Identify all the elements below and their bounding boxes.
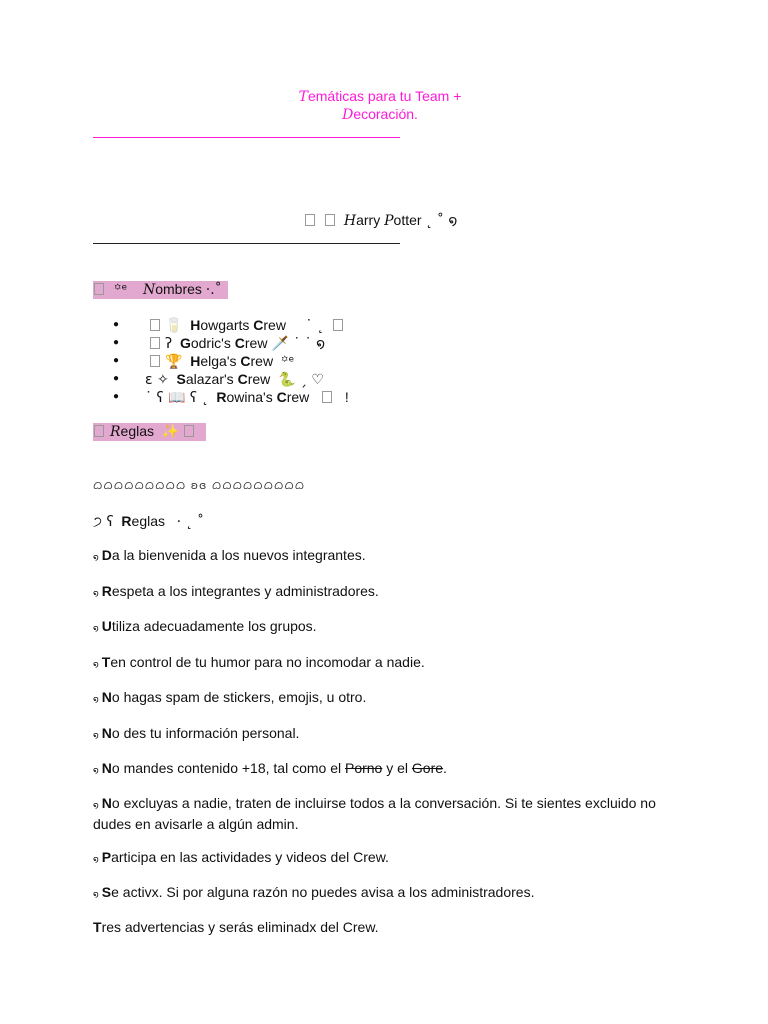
subheading-initial: R <box>121 513 132 529</box>
rule-text-end: . <box>443 760 447 776</box>
list-item <box>113 316 349 334</box>
title-initial-d: D <box>342 107 354 123</box>
title-line-2-text: ecoración. <box>353 106 418 122</box>
rule-bullet-icon: ໑ <box>93 801 99 811</box>
rule-bullet-icon: ໑ <box>93 553 99 563</box>
rule-item <box>93 724 683 745</box>
item-pre-decoration: 🏆 <box>165 354 183 370</box>
item-c-initial: C <box>276 389 287 405</box>
item-c-initial: C <box>240 353 251 369</box>
rule-initial: R <box>101 583 112 599</box>
rule-text: e activx. Si por alguna razón no puedes avisa a los administradores. <box>111 884 535 900</box>
rule-text: en control de tu humor para no incomodar a nadie. <box>110 654 425 670</box>
theme-initial-h: H <box>343 213 357 229</box>
rule-bullet-icon: ໑ <box>93 766 99 776</box>
rule-text: a la bienvenida a los nuevos integrantes. <box>111 547 366 563</box>
item-pre-decoration: ʔ <box>165 336 173 352</box>
title-initial-t: T <box>298 89 308 105</box>
theme-decoration: ˛ ˚ ໑ <box>425 213 458 229</box>
item-text: odric's <box>190 335 235 351</box>
item-pre-decoration: ɛ ✧ <box>145 372 169 388</box>
rule-item <box>93 653 683 674</box>
rule-item <box>93 883 683 904</box>
missing-glyph-box <box>333 319 343 331</box>
rule-text-mid: y el <box>382 760 412 776</box>
rule-bullet-icon: ໑ <box>93 660 99 670</box>
rule-text: articipa en las actividades y videos del Crew. <box>111 849 389 865</box>
item-post-decoration: 🐍 ˏ ♡ <box>278 372 324 388</box>
item-initial: H <box>190 353 201 369</box>
item-initial: H <box>190 317 201 333</box>
item-c-text: rew <box>286 389 310 405</box>
item-initial: G <box>179 335 191 351</box>
item-c-text: rew <box>244 335 268 351</box>
rule-item <box>93 688 683 709</box>
rule-text: o excluyas a nadie, traten de incluirse todos a la conversación. Si te sientes excluido no dudes en avisarle a algún admin. <box>93 795 656 832</box>
list-item <box>113 352 349 370</box>
item-c-initial: C <box>253 317 264 333</box>
rule-initial: D <box>101 547 112 563</box>
item-c-text: rew <box>247 371 271 387</box>
names-heading-prefix: ꙳ᵉ <box>113 282 128 298</box>
names-list <box>113 316 349 406</box>
rule-initial: N <box>101 725 112 741</box>
rule-item <box>93 617 683 638</box>
pink-divider <box>93 137 400 138</box>
item-post-decoration: 🗡️ ˙ ˙ ໑ <box>271 336 326 352</box>
item-text: elga's <box>200 353 241 369</box>
rule-bullet-icon: ໑ <box>93 731 99 741</box>
rule-bullet-icon: ໑ <box>93 589 99 599</box>
page-title <box>280 88 480 124</box>
rule-text: espeta a los integrantes y administradores. <box>111 583 379 599</box>
rule-initial: P <box>101 849 112 865</box>
rule-initial: N <box>101 795 112 811</box>
rules-heading-text: eglas <box>120 423 155 439</box>
rules-section-heading <box>93 423 206 441</box>
rule-initial: N <box>101 760 112 776</box>
rule-bullet-icon: ໑ <box>93 855 99 865</box>
rule-text: o mandes contenido +18, tal como el <box>111 760 345 776</box>
list-item <box>113 334 349 352</box>
missing-glyph-box <box>150 319 160 331</box>
subheading-text: eglas <box>131 513 165 529</box>
subheading-post-decoration: · ˛ ˚ <box>176 514 205 530</box>
rule-text: o hagas spam de stickers, emojis, u otro. <box>111 689 367 705</box>
theme-text-h: arry <box>356 212 385 228</box>
rule-strike-word: Porno <box>344 760 383 776</box>
item-post-decoration: ˙ ˛ <box>305 318 324 334</box>
rule-bullet-icon: ໑ <box>93 890 99 900</box>
closing-initial: T <box>93 919 102 935</box>
rule-bullet-icon: ໑ <box>93 695 99 705</box>
rule-initial: T <box>101 654 111 670</box>
item-text: alazar's <box>185 371 238 387</box>
missing-glyph-box <box>150 337 160 349</box>
list-item <box>113 388 349 406</box>
names-heading-initial: N <box>142 282 156 298</box>
missing-glyph-box <box>94 425 104 437</box>
list-item <box>113 370 349 388</box>
missing-glyph-box <box>94 283 104 295</box>
item-pre-decoration: 🥛 <box>165 318 183 334</box>
title-line-1 <box>280 88 480 106</box>
rule-initial: S <box>101 884 112 900</box>
names-heading-text: ombres <box>155 281 202 297</box>
rule-text: o des tu información personal. <box>111 725 300 741</box>
missing-glyph-box <box>150 355 160 367</box>
subheading-pre-decoration: ੭ ʕ <box>93 514 114 530</box>
rule-item <box>93 546 683 567</box>
missing-glyph-box <box>325 214 335 226</box>
missing-glyph-box <box>322 391 332 403</box>
item-initial: R <box>216 389 227 405</box>
rule-strike-word: Gore <box>411 760 444 776</box>
rule-item <box>93 759 683 780</box>
theme-initial-p: P <box>384 213 394 229</box>
item-initial: S <box>176 371 186 387</box>
sparkles-icon: ✨ <box>161 424 180 440</box>
rule-item <box>93 848 683 869</box>
rule-item <box>93 794 683 833</box>
item-c-initial: C <box>234 335 245 351</box>
names-heading-suffix: ·.˚ <box>205 282 222 298</box>
item-text: owgarts <box>200 317 254 333</box>
rules-subheading <box>93 512 683 531</box>
rule-text: tiliza adecuadamente los grupos. <box>111 618 317 634</box>
black-divider <box>93 243 400 244</box>
theme-heading <box>300 212 457 229</box>
missing-glyph-box <box>184 425 194 437</box>
rule-bullet-icon: ໑ <box>93 624 99 634</box>
theme-text-p: otter <box>393 212 422 228</box>
rule-initial: N <box>101 689 112 705</box>
decorative-divider: ᜊᜊᜊᜊᜊᜊᜊᜊᜊ ʚɞ ᜊᜊᜊᜊᜊᜊᜊᜊᜊ <box>93 479 306 492</box>
closing-note <box>93 918 683 936</box>
item-c-text: rew <box>250 353 274 369</box>
closing-text: res advertencias y serás eliminadx del Crew. <box>101 919 379 935</box>
title-line-1-text: emáticas para tu Team + <box>307 88 462 104</box>
item-post-decoration: ꙳ᵉ <box>280 354 295 370</box>
names-section-heading <box>93 281 228 299</box>
rule-initial: U <box>101 618 112 634</box>
item-c-initial: C <box>237 371 248 387</box>
missing-glyph-box <box>305 214 315 226</box>
item-c-text: rew <box>263 317 286 333</box>
item-post-decoration: ! <box>344 389 349 405</box>
rules-heading-initial: R <box>110 424 121 440</box>
item-pre-decoration: ˙ ʕ 📖 ʕ ˛ <box>145 390 209 406</box>
item-text: owina's <box>226 389 277 405</box>
rule-item <box>93 582 683 603</box>
title-line-2 <box>280 106 480 124</box>
